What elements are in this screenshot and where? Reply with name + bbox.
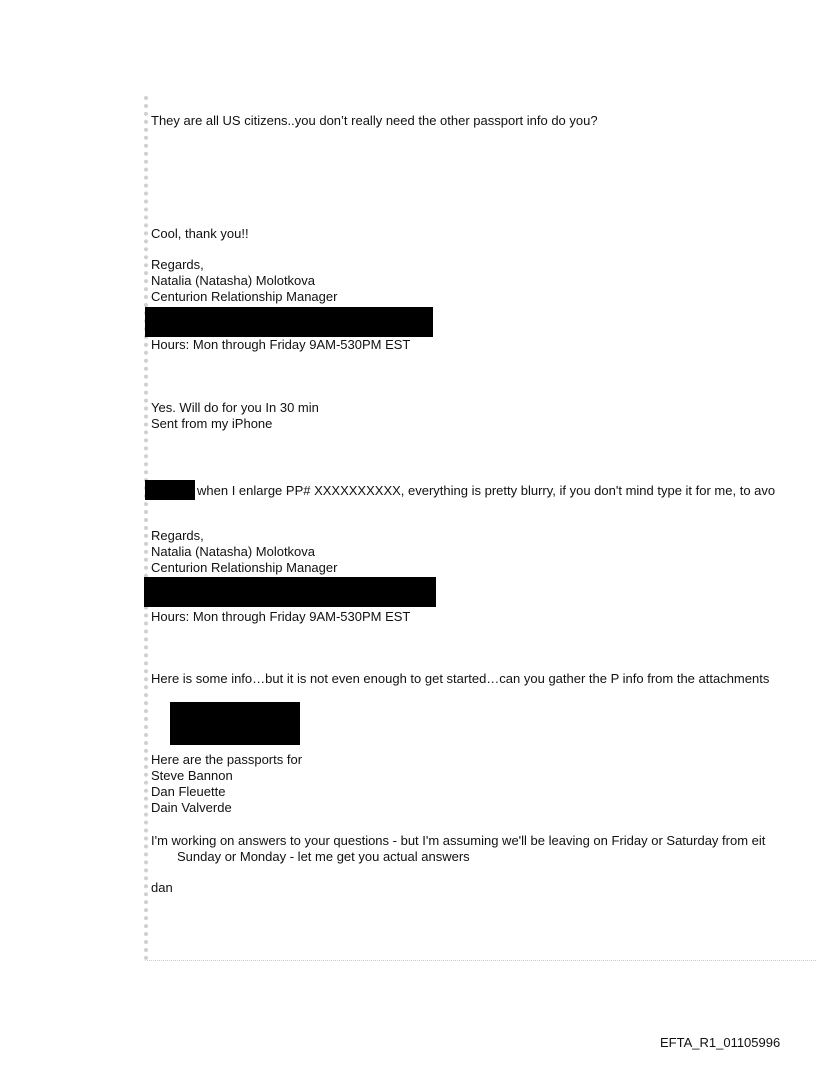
redaction-box <box>145 480 195 500</box>
signature-name: Natalia (Natasha) Molotkova <box>151 544 316 559</box>
document-id: EFTA_R1_01105996 <box>660 1035 781 1050</box>
signature-regards: Regards, <box>151 528 204 543</box>
signature-name: Natalia (Natasha) Molotkova <box>151 273 316 288</box>
signature-title: Centurion Relationship Manager <box>151 289 338 304</box>
signature-regards: Regards, <box>151 257 204 272</box>
message-sent-from: Sent from my iPhone <box>151 416 273 431</box>
signature-hours: Hours: Mon through Friday 9AM-530PM EST <box>151 337 411 352</box>
message-working: I'm working on answers to your questions - but I'm assuming we'll be leaving on Friday or Saturday from eit <box>151 833 766 848</box>
message-enlarge-text: when I enlarge PP# XXXXXXXXXX, everything is pretty blurry, if you don't mind type it for me, to avo <box>197 483 776 498</box>
signature-title: Centurion Relationship Manager <box>151 560 338 575</box>
passport-name: Dain Valverde <box>151 800 232 815</box>
message-enlarge <box>148 480 775 500</box>
passport-name: Dan Fleuette <box>151 784 226 799</box>
redaction-box <box>170 702 300 745</box>
redaction-box <box>144 577 436 607</box>
message-sunday: Sunday or Monday - let me get you actual answers <box>177 849 470 864</box>
message-passports-for: Here are the passports for <box>151 752 303 767</box>
message-us-citizens: They are all US citizens..you don’t really need the other passport info do you? <box>151 113 598 128</box>
message-will-do: Yes. Will do for you In 30 min <box>151 400 319 415</box>
passport-name: Steve Bannon <box>151 768 233 783</box>
signature-hours: Hours: Mon through Friday 9AM-530PM EST <box>151 609 411 624</box>
message-cool-thanks: Cool, thank you!! <box>151 226 249 241</box>
message-here-is-info: Here is some info…but it is not even enough to get started…can you gather the P info from the attachments <box>151 671 770 686</box>
redaction-box <box>145 307 433 337</box>
message-signoff: dan <box>151 880 173 895</box>
